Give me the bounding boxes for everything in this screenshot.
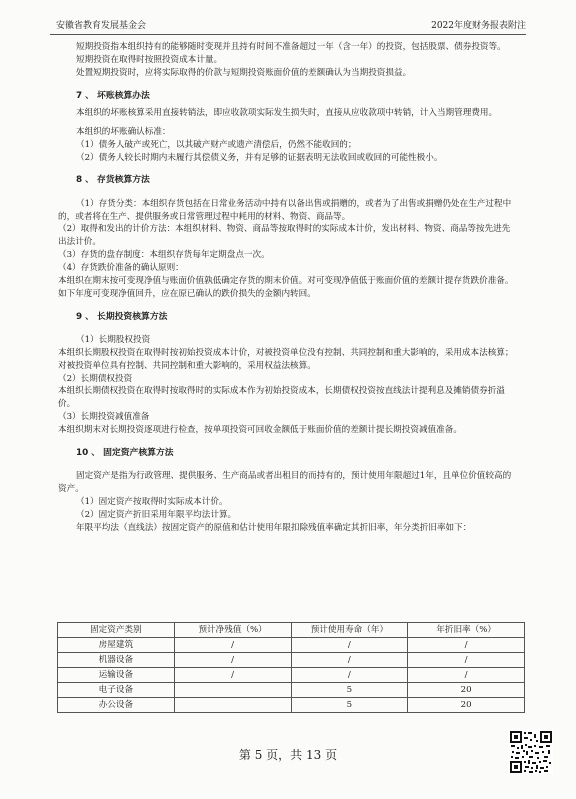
table-cell: 5: [291, 698, 408, 713]
table-cell: 机器设备: [58, 653, 175, 668]
header-report-title: 2022年度财务报表附注: [431, 21, 526, 31]
table-header-cell: 预计使用寿命（年）: [291, 623, 408, 638]
table-cell: 房屋建筑: [58, 638, 175, 653]
table-cell: /: [174, 638, 291, 653]
section-9-paragraph: 本组织期末对长期投资逐项进行检查，按单项投资可回收金额低于账面价值的差额计提长期投资减值准备。: [58, 425, 462, 436]
section-7-paragraph: 本组织的坏账确认标准：: [76, 126, 171, 137]
table-header-cell: 年折旧率（%）: [408, 623, 525, 638]
section-10-list-item: （2）固定资产折旧采用年限平均法计算。: [76, 509, 237, 520]
section-9-paragraph: 本组织长期债权投资在取得时按取得时的实际成本作为初始投资成本，长期债权投资按直线法计提利息及摊销债券折溢价。: [58, 386, 505, 410]
table-row: [58, 653, 525, 668]
intro-paragraph: 短期投资指本组织持有的能够随时变现并且持有时间不准备超过一年（含一年）的投资，包括股票、债券投资等。: [76, 42, 506, 52]
table-cell: 20: [408, 698, 525, 713]
table-header-cell: 预计净残值（%）: [174, 623, 291, 638]
section-8-paragraph: 本组织在期末按可变现净值与账面价值孰低确定存货的期末价值。对可变现净值低于账面价值的差额计提存货跌价准备。如下年度可变现净值回升，应在原已确认的跌价损失的金额内转回。: [58, 275, 514, 299]
table-cell: [174, 698, 291, 713]
section-8-paragraph: （3）存货的盘存制度：本组织存货每年定期盘点一次。: [58, 250, 270, 261]
section-9-subheading: （3）长期投资减值准备: [58, 412, 150, 423]
section-10-paragraph: 固定资产是指为行政管理、提供服务、生产商品或者出租目的而持有的，预计使用年限超过1年，且单位价值较高的资产。: [58, 471, 512, 495]
table-cell: /: [408, 668, 525, 683]
section-7-list-item: （1）债务人破产或死亡，以其破产财产或遗产清偿后，仍然不能收回的；: [76, 139, 357, 150]
table-cell: /: [408, 653, 525, 668]
section-9-title: 9 、 长期投资核算方法: [76, 311, 168, 322]
table-header-row: [58, 623, 525, 638]
table-cell: /: [174, 668, 291, 683]
table-cell: 20: [408, 683, 525, 698]
table-cell: /: [408, 638, 525, 653]
section-7-title: 7 、 坏账核算办法: [76, 90, 150, 101]
table-row: [58, 668, 525, 683]
page-header: [50, 18, 526, 35]
intro-paragraph: 处置短期投资时，应将实际取得的价款与短期投资账面价值的差额确认为当期投资损益。: [76, 67, 412, 78]
header-org: 安徽省教育发展基金会: [56, 21, 147, 31]
section-7-paragraph: 本组织的坏账核算采用直接转销法，即应收款项实际发生损失时，直接从应收款项中转销，计入当期管理费用。: [76, 107, 498, 118]
table-cell: 运输设备: [58, 668, 175, 683]
table-cell: 办公设备: [58, 698, 175, 713]
section-9-paragraph: 本组织长期股权投资在取得时按初始投资成本计价，对被投资单位没有控制、共同控制和重大影响的，采用成本法核算；对被投资单位具有控制、共同控制和重大影响的，采用权益法核算。: [58, 347, 514, 371]
table-cell: 5: [291, 683, 408, 698]
table-cell: [174, 683, 291, 698]
table-cell: 电子设备: [58, 683, 175, 698]
section-8-title: 8 、 存货核算方法: [76, 175, 150, 186]
page-number: 第 5 页，共 13 页: [238, 748, 338, 762]
section-8-paragraph: （2）取得和发出的计价方法：本组织材料、物资、商品等按取得时的实际成本计价，发出材料、物资、商品等按先进先出法计价。: [58, 224, 511, 248]
table-row: [58, 638, 525, 653]
section-9-subheading: （1）长期股权投资: [76, 334, 151, 345]
section-10-title: 10 、 固定资产核算方法: [76, 448, 174, 459]
table-row: [58, 698, 525, 713]
document-body: [58, 41, 518, 535]
table-cell: /: [291, 653, 408, 668]
section-8-paragraph: （4）存货跌价准备的确认原则：: [58, 263, 184, 274]
section-8-paragraph: （1）存货分类：本组织存货包括在日常业务活动中持有以备出售或捐赠的，或者为了出售或捐赠仍处在生产过程中的，或者将在生产、提供服务或日常管理过程中耗用的材料、物资、商品等。: [58, 198, 512, 222]
fixed-assets-table: [57, 622, 525, 713]
table-cell: /: [174, 653, 291, 668]
table-cell: /: [291, 668, 408, 683]
section-10-paragraph: 年限平均法（直线法）按固定资产的原值和估计使用年限扣除残值率确定其折旧率，年分类折旧率如下：: [76, 522, 472, 533]
section-9-subheading: （2）长期债权投资: [58, 373, 133, 384]
intro-paragraph: 短期投资在取得时按照投资成本计量。: [76, 54, 223, 65]
qr-code-icon: [509, 730, 553, 774]
table-row: [58, 683, 525, 698]
section-7-list-item: （2）债务人较长时期内未履行其偿债义务，并有足够的证据表明无法收回或收回的可能性极小。: [76, 152, 443, 163]
section-10-list-item: （1）固定资产按取得时实际成本计价。: [76, 497, 228, 508]
table-header-cell: 固定资产类别: [58, 623, 175, 638]
table-cell: /: [291, 638, 408, 653]
